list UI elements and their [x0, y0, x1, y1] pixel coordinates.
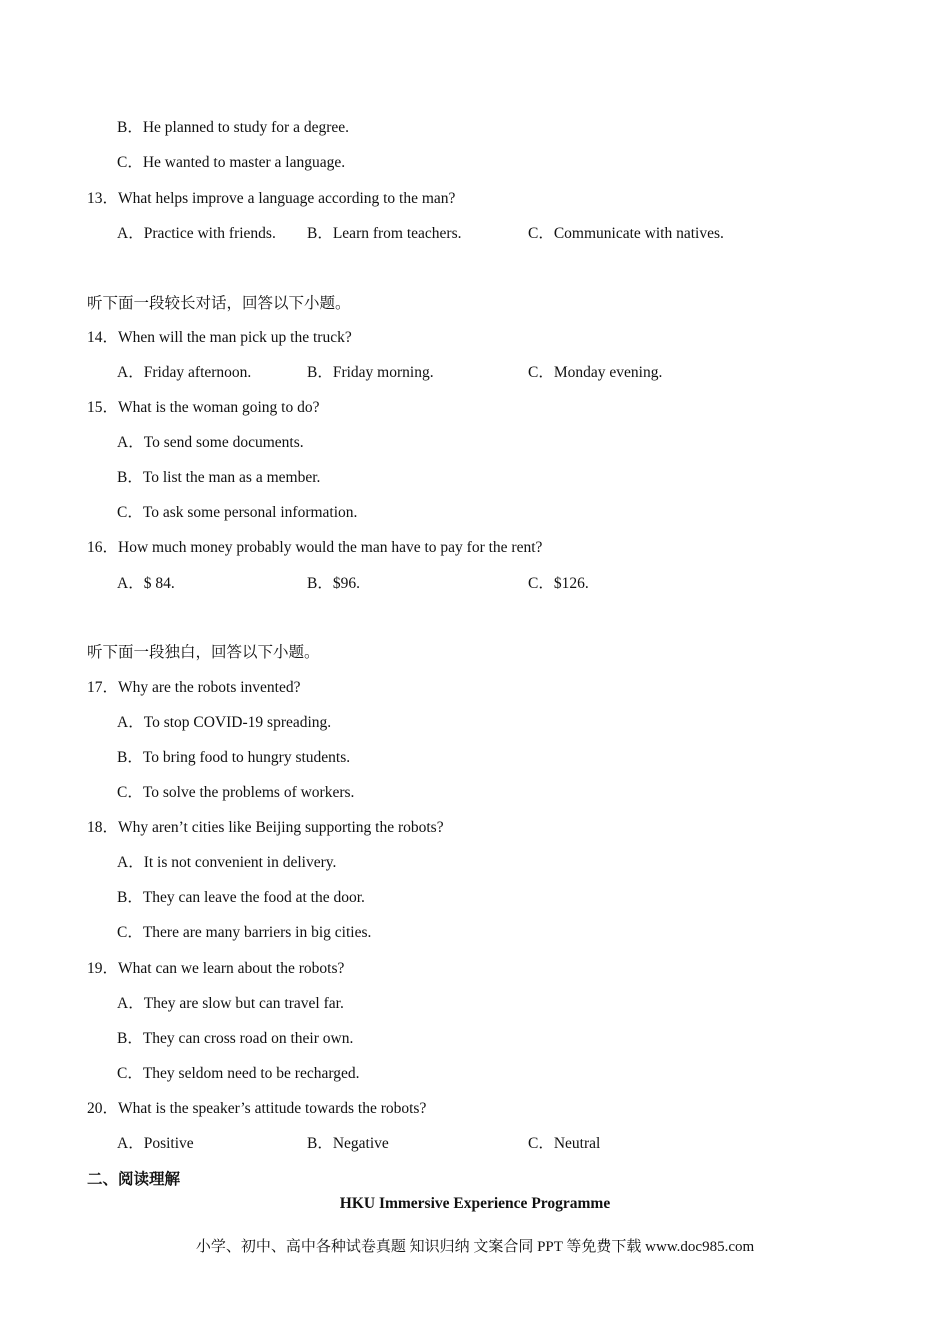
section-instruction-dialogue: 听下面一段较长对话，回答以下小题。 [87, 295, 351, 312]
q17-option-c: C．To solve the problems of workers. [117, 784, 355, 801]
q18-option-b: B．They can leave the food at the door. [117, 889, 365, 906]
q13-option-b: B．Learn from teachers. [307, 225, 462, 242]
passage-title: HKU Immersive Experience Programme [339, 1195, 611, 1212]
q17-option-b: B．To bring food to hungry students. [117, 749, 351, 766]
q18-option-c: C．There are many barriers in big cities. [117, 924, 372, 941]
question-18: 18．Why aren’t cities like Beijing supporting the robots? [87, 819, 444, 836]
q20-option-a: A．Positive [117, 1135, 194, 1152]
q19-option-b: B．They can cross road on their own. [117, 1030, 354, 1047]
q13-option-c: C．Communicate with natives. [528, 225, 724, 242]
q17-option-a: A．To stop COVID-19 spreading. [117, 714, 332, 731]
q12-option-c: C．He wanted to master a language. [117, 154, 346, 171]
q20-option-b: B．Negative [307, 1135, 389, 1152]
question-13: 13．What helps improve a language according to the man? [87, 190, 456, 207]
q15-option-c: C．To ask some personal information. [117, 504, 358, 521]
question-14: 14．When will the man pick up the truck? [87, 329, 352, 346]
q12-option-b: B．He planned to study for a degree. [117, 119, 350, 136]
section-heading-reading: 二、阅读理解 [87, 1171, 181, 1188]
q18-option-a: A．It is not convenient in delivery. [117, 854, 337, 871]
q15-option-b: B．To list the man as a member. [117, 469, 321, 486]
q16-option-b: B．$96. [307, 575, 360, 592]
question-17: 17．Why are the robots invented? [87, 679, 301, 696]
q16-option-c: C．$126. [528, 575, 589, 592]
q19-option-a: A．They are slow but can travel far. [117, 995, 344, 1012]
q13-option-a: A．Practice with friends. [117, 225, 276, 242]
q20-option-c: C．Neutral [528, 1135, 601, 1152]
question-19: 19．What can we learn about the robots? [87, 960, 345, 977]
question-15: 15．What is the woman going to do? [87, 399, 320, 416]
q14-option-a: A．Friday afternoon. [117, 364, 252, 381]
section-instruction-monologue: 听下面一段独白，回答以下小题。 [87, 644, 320, 661]
page-footer: 小学、初中、高中各种试卷真题 知识归纳 文案合同 PPT 等免费下载 www.doc985.com [195, 1239, 755, 1255]
question-16: 16．How much money probably would the man have to pay for the rent? [87, 539, 543, 556]
q19-option-c: C．They seldom need to be recharged. [117, 1065, 360, 1082]
question-20: 20．What is the speaker’s attitude towards the robots? [87, 1100, 427, 1117]
q14-option-c: C．Monday evening. [528, 364, 663, 381]
q14-option-b: B．Friday morning. [307, 364, 434, 381]
q15-option-a: A．To send some documents. [117, 434, 304, 451]
q16-option-a: A．$ 84. [117, 575, 175, 592]
